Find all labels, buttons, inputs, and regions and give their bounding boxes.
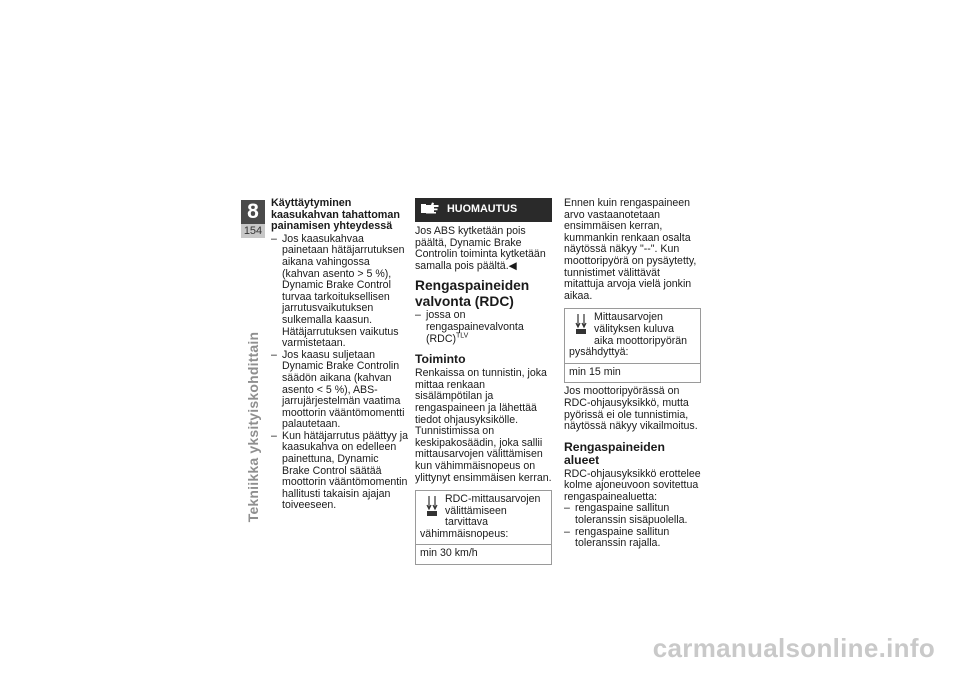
notice-banner bbox=[415, 198, 552, 222]
rdc-item-sup: TLV bbox=[456, 332, 469, 340]
rdc-option-list bbox=[415, 310, 552, 345]
column-2 bbox=[415, 198, 552, 565]
list-item: – Jos kaasukahvaa painetaan hätäjarrutuksen aikana vahingossa (kahvan asento > 5 %), Dynamic Brake Control turvaa tarkoituksellisen jarrutusvaikutuksen sulkemalla kaasun. Hätäjarrutuksen vaikutus varmistetaan. bbox=[271, 234, 409, 350]
chapter-number: 8 bbox=[241, 200, 265, 224]
spec-box-label: RDC-mittausarvojen välittämiseen tarvittava vähimmäisnopeus: bbox=[420, 493, 541, 540]
function-body: Renkaissa on tunnistin, joka mittaa renkaan sisälämpötilan ja rengaspaineen ja lähettää tiedot ohjausyksikölle. Tunnistimissa on keskipakosäädin, joka sallii mittausarvojen välittämisen kun vähimmäisnopeus on ylittynyt ensimmäisen kerran. bbox=[415, 367, 552, 484]
section-title: Rengaspaineiden valvonta (RDC) bbox=[415, 278, 530, 309]
notice-text: Jos ABS kytketään pois päältä, Dynamic Brake Controlin toiminta kytketään samalla pois päältä.◀ bbox=[415, 225, 546, 272]
spec-box bbox=[415, 490, 552, 565]
intro-text: Ennen kuin rengaspaineen arvo vastaanotetaan ensimmäisen kerran, kummankin renkaan osalta näytössä näkyy "--". Kun moottoripyörä on pysäytetty, tunnistimet välittävät mitattuja arvoja vielä jonkin aikaa. bbox=[564, 197, 697, 302]
function-heading: Toiminto bbox=[415, 352, 466, 367]
spec-box-value: min 15 min bbox=[565, 363, 700, 383]
measurement-icon bbox=[424, 494, 440, 518]
after-box-text: Jos moottoripyörässä on RDC-ohjausyksikkö, mutta pyörissä ei ole tunnistimia, näytössä näkyy vikailmoitus. bbox=[564, 385, 698, 433]
column-3 bbox=[564, 198, 701, 550]
chapter-title-text: Tekniikka yksityiskohdittain bbox=[245, 331, 261, 523]
spec-box-header bbox=[565, 309, 700, 362]
rdc-item-text: jossa on rengaspainevalvonta (RDC) bbox=[426, 309, 524, 345]
spec-box-value: min 30 km/h bbox=[416, 544, 551, 564]
page-number: 154 bbox=[241, 224, 265, 238]
spec-box-header bbox=[416, 491, 551, 544]
watermark: carmanualsonline.info bbox=[652, 633, 935, 663]
pressure-ranges-body: RDC-ohjausyksikkö erottelee kolme ajoneuvoon sovitettua rengaspainealuetta: bbox=[564, 467, 701, 503]
list-item: – Jos kaasu suljetaan Dynamic Brake Controlin säädön aikana (kahvan asento < 5 %), ABS-jarrujärjestelmän vaatima moottorin vääntömomentti palautetaan. bbox=[271, 350, 409, 431]
pressure-ranges-heading: Rengaspaineiden alueet bbox=[564, 439, 665, 467]
list-item bbox=[415, 310, 552, 345]
column-1 bbox=[271, 198, 409, 512]
hand-notice-icon bbox=[421, 202, 439, 218]
pressure-ranges-list bbox=[564, 503, 701, 549]
spec-box bbox=[564, 308, 701, 383]
list-item: – Kun hätäjarrutus päättyy ja kaasukahva on edelleen painettuna, Dynamic Brake Control säätää moottorin vääntömomentin hallitusti takaisin ajajan toiveeseen. bbox=[271, 431, 409, 512]
behaviour-heading: Käyttäytyminen kaasukahvan tahattoman painamisen yhteydessä bbox=[271, 197, 401, 233]
behaviour-list bbox=[271, 234, 409, 512]
measurement-icon bbox=[573, 312, 589, 336]
notice-label: HUOMAUTUS bbox=[447, 203, 518, 216]
list-item: – rengaspaine sallitun toleranssin rajalla. bbox=[564, 527, 701, 550]
spec-box-label: Mittausarvojen välityksen kuluva aika moottoripyörän pysähdyttyä: bbox=[569, 311, 688, 359]
list-item: – rengaspaine sallitun toleranssin sisäpuolella. bbox=[564, 503, 701, 526]
